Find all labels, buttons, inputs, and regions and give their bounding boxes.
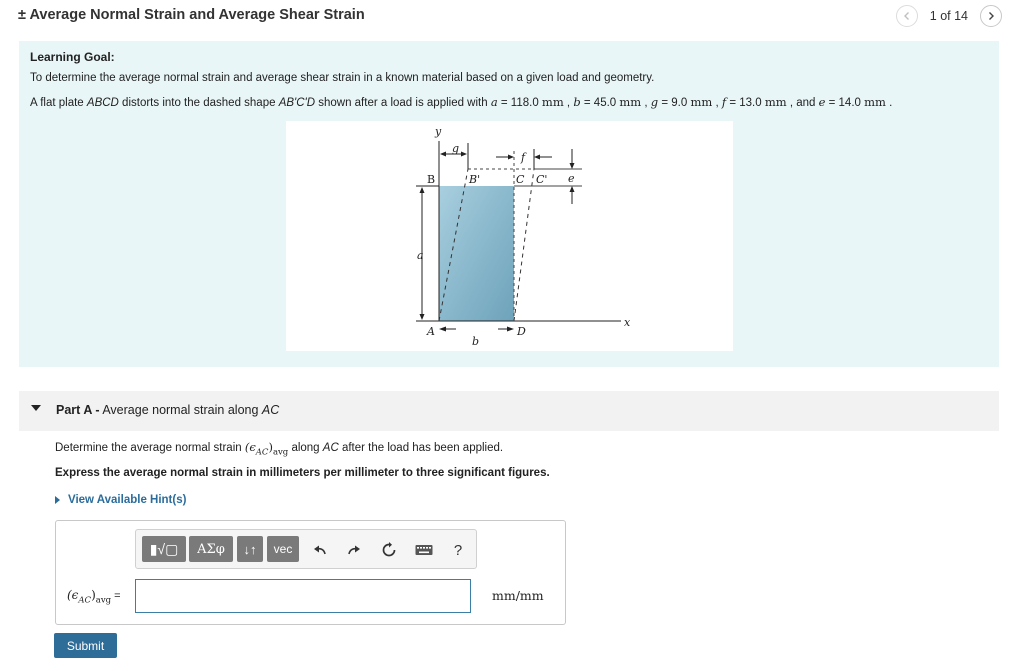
given-unit: mm xyxy=(764,95,787,109)
templates-button[interactable]: ▮√▢ xyxy=(142,536,186,562)
given-value xyxy=(491,97,574,109)
page-title: ± Average Normal Strain and Average Shear Strain xyxy=(18,7,365,23)
label-A: A xyxy=(427,325,435,338)
label-D: D xyxy=(517,325,526,338)
label-g: g xyxy=(452,142,460,155)
e-arrow-top xyxy=(570,163,575,169)
problem-pre: A flat plate xyxy=(30,97,87,109)
label-Bp: B' xyxy=(469,173,481,186)
problem-post: shown after a load is applied with xyxy=(315,97,491,109)
answer-units: mm/mm xyxy=(492,588,544,603)
learning-goal-panel xyxy=(19,41,999,367)
submit-button[interactable]: Submit xyxy=(54,633,117,658)
label-b: b xyxy=(472,335,480,348)
label-x: x xyxy=(624,316,631,329)
q-avg: avg xyxy=(272,447,289,458)
undo-icon[interactable] xyxy=(310,540,330,560)
e-arrow-bot xyxy=(570,186,575,192)
express-instruction: Express the average normal strain in millimeters per millimeter to three significant figures. xyxy=(55,467,550,479)
given-symbol: e xyxy=(818,95,826,109)
part-a-label: Part A - xyxy=(56,403,100,417)
label-y: y xyxy=(435,125,442,138)
given-equals: = 13.0 xyxy=(726,97,765,109)
label-e: e xyxy=(568,172,575,185)
given-separator: , xyxy=(563,97,574,109)
q-close: ) xyxy=(268,440,273,454)
given-unit: mm xyxy=(864,95,886,109)
label-C: C xyxy=(516,173,525,186)
caret-right-icon xyxy=(55,496,60,504)
given-equals: = 118.0 xyxy=(497,97,542,109)
given-symbol: g xyxy=(650,95,659,109)
given-separator: , and xyxy=(786,97,819,109)
given-separator: . xyxy=(885,97,893,109)
given-symbol: f xyxy=(721,95,727,109)
pager xyxy=(896,5,1002,27)
q-sym: (ϵ xyxy=(244,440,256,454)
q-mid: along xyxy=(288,442,323,454)
given-equals: = 14.0 xyxy=(825,97,865,109)
learning-goal-statement: To determine the average normal strain and average shear strain in a known material based on a given load and geometry. xyxy=(30,72,655,84)
dashed-right xyxy=(514,169,534,321)
a-arrow-top xyxy=(420,187,425,193)
greek-symbols-button[interactable]: ΑΣφ xyxy=(189,536,233,562)
problem-mid: distorts into the dashed shape xyxy=(118,97,279,109)
dashed-name: AB'C'D xyxy=(278,97,316,109)
reset-icon[interactable] xyxy=(379,540,399,560)
view-hints-link[interactable] xyxy=(55,494,186,506)
part-a-title xyxy=(56,403,279,417)
g-arrow-r xyxy=(461,152,467,157)
problem-statement xyxy=(30,95,892,109)
given-separator: , xyxy=(641,97,651,109)
given-value xyxy=(651,97,722,109)
given-equals: = 9.0 xyxy=(658,97,691,109)
given-value xyxy=(573,97,650,109)
part-a-title-var: AC xyxy=(261,403,280,417)
given-value xyxy=(819,97,893,109)
chevron-right-icon xyxy=(986,11,996,21)
learning-goal-heading: Learning Goal: xyxy=(30,50,115,64)
ans-eq: = xyxy=(111,590,121,602)
label-B: B xyxy=(427,173,436,186)
given-value xyxy=(722,97,819,109)
label-Cp: C' xyxy=(536,173,548,186)
given-unit: mm xyxy=(690,95,713,109)
given-separator: , xyxy=(712,97,722,109)
plate-name: ABCD xyxy=(86,97,119,109)
ans-sub: AC xyxy=(78,595,92,606)
hints-label: View Available Hint(s) xyxy=(68,494,187,506)
redo-icon[interactable] xyxy=(344,540,364,560)
prev-button[interactable] xyxy=(896,5,918,27)
math-toolbar xyxy=(135,529,477,569)
help-button[interactable]: ? xyxy=(453,541,463,559)
q-post: after the load has been applied. xyxy=(338,442,504,454)
question-text xyxy=(55,440,503,457)
f-arrow-r xyxy=(534,155,540,160)
q-symbol xyxy=(244,440,289,458)
plate-diagram xyxy=(286,121,733,351)
given-unit: mm xyxy=(619,95,642,109)
part-a-title-pre: Average normal strain along xyxy=(99,403,262,417)
next-button[interactable] xyxy=(980,5,1002,27)
answer-label xyxy=(67,588,121,605)
keyboard-icon[interactable] xyxy=(414,540,434,560)
ans-avg: avg xyxy=(95,595,112,606)
chevron-left-icon xyxy=(902,11,912,21)
answer-panel xyxy=(55,520,566,625)
q-pre: Determine the average normal strain xyxy=(55,442,245,454)
given-equals: = 45.0 xyxy=(580,97,620,109)
a-arrow-bot xyxy=(420,314,425,320)
f-arrow-l xyxy=(508,155,514,160)
ans-sym: (ϵ xyxy=(67,588,79,602)
plate-figure xyxy=(286,121,733,351)
plate-rect xyxy=(439,186,514,321)
label-a: a xyxy=(417,249,424,262)
g-arrow-l xyxy=(440,152,446,157)
subscript-superscript-button[interactable]: ↓↑ xyxy=(237,536,263,562)
ans-close: ) xyxy=(91,588,96,602)
vector-button[interactable]: vec xyxy=(267,536,299,562)
part-a-header[interactable] xyxy=(19,391,999,431)
given-symbol: b xyxy=(573,95,581,109)
given-symbol: a xyxy=(490,95,498,109)
q-sub: AC xyxy=(255,447,269,458)
q-var: AC xyxy=(322,442,339,454)
given-values xyxy=(491,97,892,109)
given-unit: mm xyxy=(541,95,564,109)
answer-input[interactable] xyxy=(135,579,471,613)
label-f: f xyxy=(521,151,526,164)
pager-count: 1 of 14 xyxy=(929,9,968,23)
caret-down-icon[interactable] xyxy=(31,405,41,411)
